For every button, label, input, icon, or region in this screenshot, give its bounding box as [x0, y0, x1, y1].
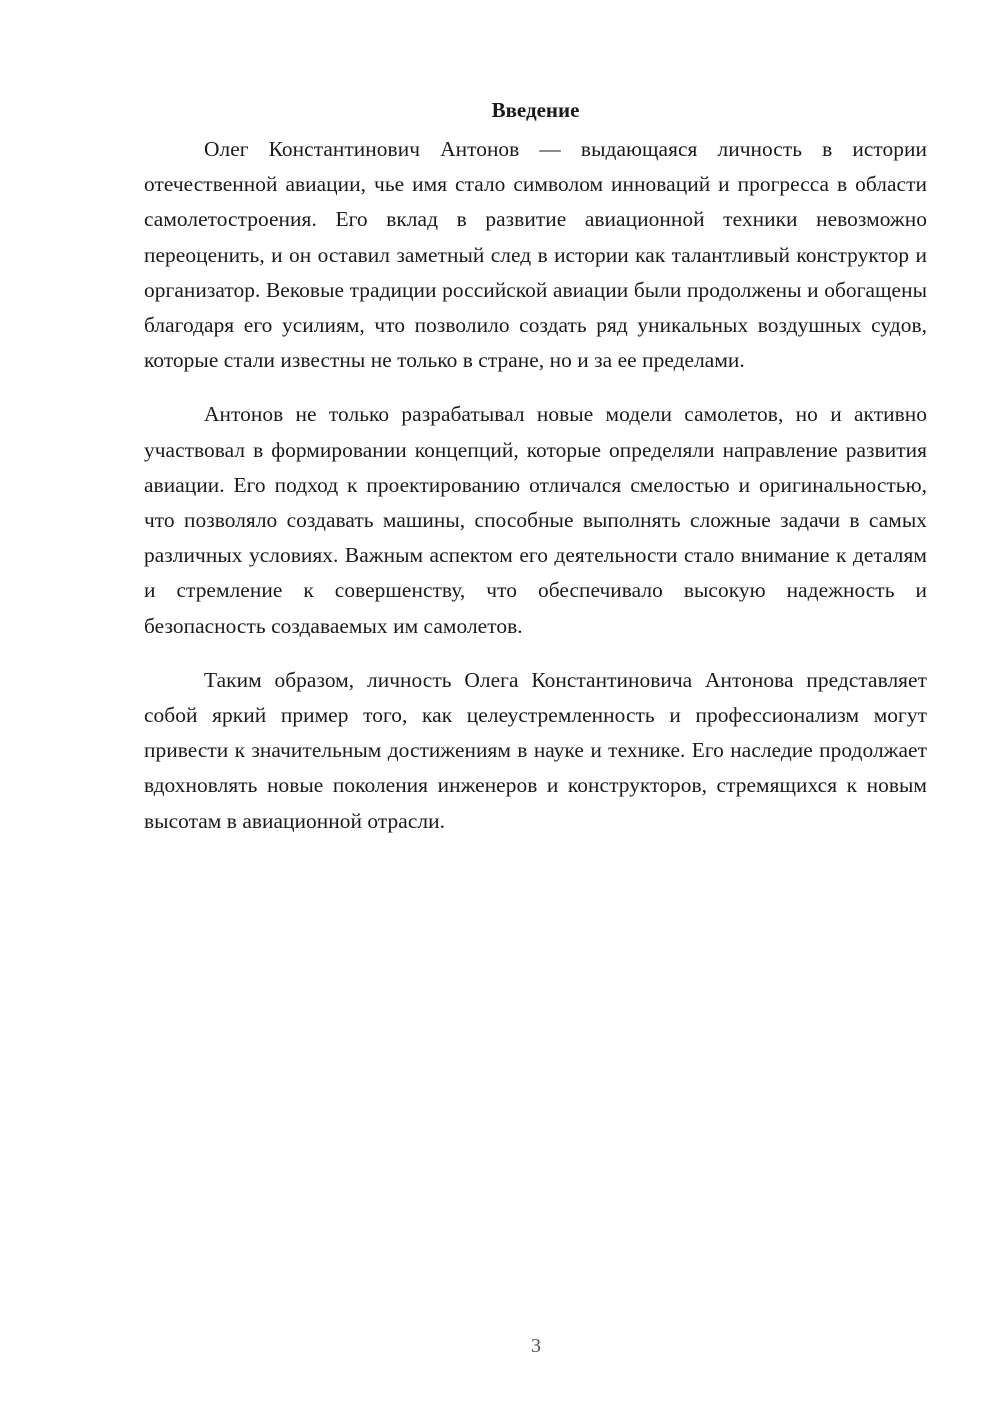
- page-content: [144, 96, 927, 858]
- paragraph-2: Антонов не только разрабатывал новые модели самолетов, но и активно участвовал в формировании концепций, которые определяли направление развития авиации. Его подход к проектированию отличался смелостью и оригинальностью, что позволяло создавать машины, способные выполнять сложные задачи в самых различных условиях. Важным аспектом его деятельности стало внимание к деталям и стремление к совершенству, что обеспечивало высокую надежность и безопасность создаваемых им самолетов.: [144, 402, 927, 638]
- section-title: Введение: [491, 98, 580, 122]
- paragraph-1: Олег Константинович Антонов — выдающаяся личность в истории отечественной авиации, чье имя стало символом инноваций и прогресса в области самолетостроения. Его вклад в развитие авиационной техники невозможно переоценить, и он оставил заметный след в истории как талантливый конструктор и организатор. Вековые традиции российской авиации были продолжены и обогащены благодаря его усилиям, что позволило создать ряд уникальных воздушных судов, которые стали известны не только в стране, но и за ее пределами.: [144, 137, 927, 373]
- page-number: 3: [531, 1335, 541, 1357]
- paragraph-3: Таким образом, личность Олега Константиновича Антонова представляет собой яркий пример того, как целеустремленность и профессионализм могут привести к значительным достижениям в науке и технике. Его наследие продолжает вдохновлять новые поколения инженеров и конструкторов, стремящихся к новым высотам в авиационной отрасли.: [144, 667, 927, 833]
